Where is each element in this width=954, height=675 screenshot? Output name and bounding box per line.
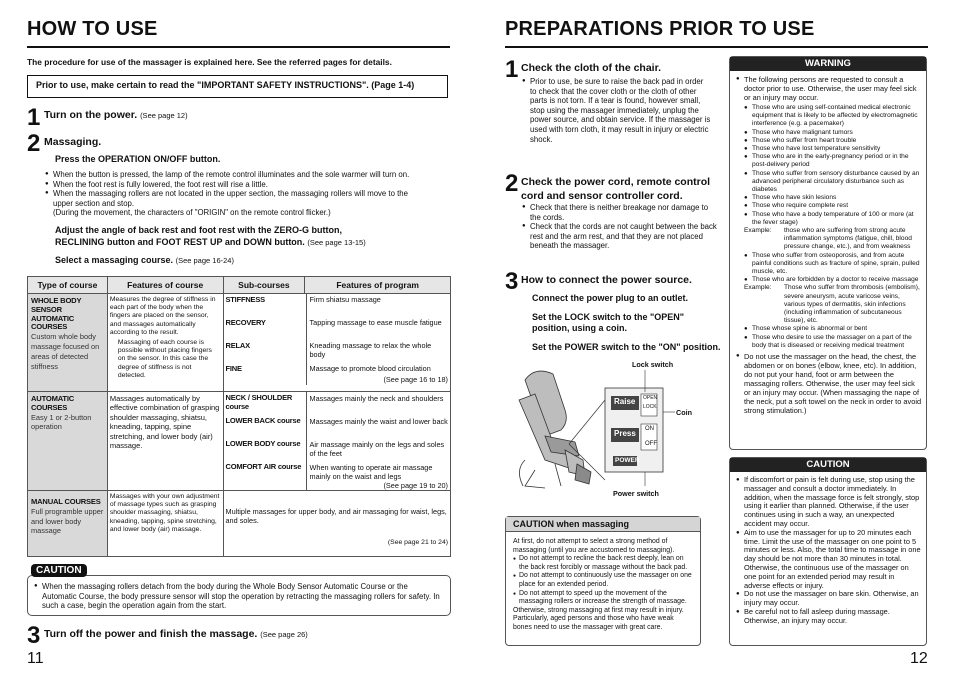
off-label: OFF [645, 441, 657, 447]
connect-plug: Connect the power plug to an outlet. [532, 293, 688, 303]
column-header: Features of program [305, 277, 451, 294]
caution-label: CAUTION [31, 564, 87, 577]
subcourse-name: RECOVERY [225, 318, 266, 327]
adjust-line-2: RECLINING button and FOOT REST UP and DOWN button. (See page 13-15) [55, 237, 366, 247]
warning-list [736, 104, 922, 350]
column-header: Features of course [107, 277, 223, 294]
step-2-title: Check the power cord, remote control cord and sensor controller cord. [521, 176, 711, 202]
bullet: ● Do not attempt to speed up the movement of the massaging rollers or increase the strength of massage. [513, 590, 694, 607]
program-feature: Tapping massage to ease muscle fatigue [309, 318, 442, 327]
warning-item: ● Those who suffer from heart trouble [744, 137, 922, 145]
step-2-number: 2 [27, 130, 41, 157]
course-type-cell: WHOLE BODY SENSOR AUTOMATIC COURSES Custom whole body massage focused on areas of detected stiffness [28, 294, 108, 392]
warning-item: ● Those who have lost temperature sensitivity [744, 145, 922, 153]
caution-text: ● When the massaging rollers detach from the body during the Whole Body Sensor Automatic Course or the Automatic Course, the body pressure sensor will stop the operation by retracting the massaging rollers for safety. In such a case, begin the operation again from the start. [34, 582, 444, 611]
warning-intro: ● The following persons are requested to consult a doctor prior to use. Otherwise, the user may feel sick or an injury may occur. [736, 75, 922, 102]
warning-item: ● Those who suffer from osteoporosis, and from acute painful conditions such as fracture of spine, sprain, pulled muscle, etc. [744, 252, 922, 277]
program-feature: Massages mainly the neck and shoulders [309, 394, 444, 403]
press-label: Press [614, 429, 636, 438]
page-ref: (See page 21 to 24) [387, 539, 448, 546]
page-ref: (See page 16 to 18) [383, 375, 448, 384]
caution-massaging-text: At first, do not attempt to select a strong method of massaging (until you are accustomed to massaging). ● Do not attempt to recline the back rest deeply, lean on the back rest forcibly or massage without the back pad. ● Do not attempt to continuously use the massager on one place for an extended period. ● Do not attempt to speed up the movement of the massaging rollers or increase the strength of massage. Otherwise, strong massaging at first may result in injury. Particularly, aged persons and those who have weak bones need to use the massager with great care. [506, 532, 700, 633]
page-ref: (See page 19 to 20) [383, 481, 448, 490]
subcourse-name: FINE [225, 364, 242, 373]
warning-item: ● Those who have malignant tumors [744, 129, 922, 137]
step-3-number: 3 [505, 268, 519, 295]
step-1-title: Check the cloth of the chair. [521, 62, 662, 74]
step-2-sub-operation: Press the OPERATION ON/OFF button. [55, 154, 221, 164]
warning-item: ● Those who require complete rest [744, 202, 922, 210]
column-header: Sub-courses [223, 277, 305, 294]
warning-final: ● Do not use the massager on the head, the chest, the abdomen or on bones (elbow, knee, etc). In addition, do not put your hand, foot or arm between the massaging rollers. Otherwise, the user may feel sick or an injury may occur. (When massaging the nape of the neck, put a soft towel on the neck in order to avoid strong stimulation.) [736, 352, 922, 415]
table-row [28, 392, 451, 491]
step-3-subs [532, 293, 722, 353]
course-table [27, 276, 451, 557]
subcourse-name: NECK / SHOULDER course [225, 393, 293, 411]
bullet: ● When the button is pressed, the lamp of the remote control illuminates and the sole warmer will turn on. [45, 170, 455, 180]
table-row [28, 294, 451, 392]
step-2-number: 2 [505, 170, 519, 197]
step-2-bullets [45, 170, 455, 218]
set-lock: Set the LOCK switch to the "OPEN" position, using a coin. [532, 312, 685, 333]
program-cell: Multiple massages for upper body, and air massaging for waist, legs, and soles. (See page 21 to 24) [223, 491, 451, 557]
program-feature: Massage to promote blood circulation [309, 364, 431, 373]
raise-label: Raise [614, 397, 636, 406]
step-1-ref: (See page 12) [140, 111, 188, 120]
program-feature: When wanting to operate air massage mainly on the waist and legs [309, 463, 433, 481]
power-switch-label: Power switch [613, 489, 659, 498]
step-3-title: Turn off the power and finish the massage. (See page 26) [44, 628, 308, 640]
program-feature: Kneading massage to relax the whole body [309, 341, 432, 359]
course-type-cell: AUTOMATIC COURSES Easy 1 or 2-button operation [28, 392, 108, 491]
caution-massaging-box [505, 516, 701, 646]
subcourse-name: LOWER BODY course [225, 439, 301, 448]
warning-title: WARNING [730, 57, 926, 71]
bullet: ● When the foot rest is fully lowered, the foot rest will rise a little. [45, 180, 455, 190]
step-1-number: 1 [27, 104, 41, 131]
bullet-continuation: upper section and stop. [53, 198, 135, 208]
warning-item: ● Those who have skin lesions [744, 194, 922, 202]
step-2-sub-select: Select a massaging course. (See page 16-24) [55, 255, 234, 265]
warning-item: ● Those whose spine is abnormal or bent [744, 325, 922, 333]
page-title: PREPARATIONS PRIOR TO USE [505, 18, 815, 40]
caution-item: ● If discomfort or pain is felt during use, stop using the massager and consult a doctor immediately. In addition, when the massage force is felt strongly, stop using it earlier than planned. Otherwise, if the user continues using in such a way, an unexpected accident may occur. [736, 476, 922, 529]
course-type-cell: MANUAL COURSES Full programble upper and lower body massage [28, 491, 108, 557]
lock-label: LOCK [643, 404, 657, 410]
caution-massaging-title: CAUTION when massaging [506, 517, 700, 532]
title-rule [505, 46, 928, 48]
course-features-cell: Massages with your own adjustment of massage types such as grasping shoulder massaging, shiatsu, kneading, tapping, spine stretching, and lower body (air) massage. [107, 491, 223, 557]
step-1-number: 1 [505, 56, 519, 83]
program-feature: Air massage mainly on the legs and soles of the feet [309, 440, 445, 458]
step-1-text: ● Prior to use, be sure to raise the back pad in order to check that the cover cloth or the cloth of other parts is not torn. If a tear is found, however small, stop using the massager immediately, unplug the power source, and obtain service. If the massager is used with torn cloth, it may result in injury or electric shock. [522, 77, 712, 144]
prior-notice: Prior to use, make certain to read the "IMPORTANT SAFETY INSTRUCTIONS". (Page 1-4) [27, 75, 448, 98]
subcourse-name: COMFORT AIR course [225, 462, 302, 471]
caution-item: ● Do not use the massager on bare skin. Otherwise, an injury may occur. [736, 590, 922, 608]
massage-chair-illustration [505, 360, 717, 500]
set-power: Set the POWER switch to the "ON" position. [532, 342, 721, 352]
subcourse-name: STIFFNESS [225, 295, 265, 304]
program-feature: Firm shiatsu massage [309, 295, 381, 304]
step-3-title: How to connect the power source. [521, 274, 692, 286]
caution-box [729, 457, 927, 646]
warning-item: ● Those who are forbidden by a doctor to receive massage [744, 276, 922, 284]
bullet: ● Check that the cords are not caught between the back rest and the arm rest, and that they are not placed beneath the massager. [522, 222, 717, 251]
step-2-title: Massaging. [44, 136, 102, 148]
warning-item: ● Those who are using self-contained medical electronic equipment that is likely to be affected by electromagnetic interference (e.g. a pacemaker) [744, 104, 922, 129]
title-rule [27, 46, 450, 48]
warning-item: ● Those who suffer from sensory disturbance caused by an advanced peripheral circulatory disturbance such as diabetes [744, 170, 922, 195]
table-header-row [28, 277, 451, 294]
step-3-number: 3 [27, 622, 41, 649]
coin-label: Coin [676, 408, 692, 417]
step-1-label: Turn on the power. [44, 109, 138, 121]
connection-figure [505, 360, 717, 500]
warning-item: ● Those who are in the early-pregnancy period or in the post-delivery period [744, 153, 922, 169]
warning-example: Example: those who are suffering from strong acute inflammation symptoms (fatigue, chill, blood pressure change, etc.), and from weakness [744, 227, 912, 251]
caution-title: CAUTION [730, 458, 926, 472]
warning-item: ● Those who desire to use the massager on a part of the body that is diseased or receiving medical treatment [744, 334, 922, 350]
right-page [477, 0, 954, 675]
open-label: OPEN [643, 395, 658, 401]
caution-item: ● Be careful not to fall asleep during massage. Otherwise, an injury may occur. [736, 608, 922, 626]
page-number: 12 [910, 650, 928, 667]
subcourse-group [223, 392, 451, 491]
step-2-bullets [522, 203, 717, 251]
course-features-cell: Measures the degree of stiffness in each part of the body when the fingers are placed on the sensor, and massages automatically according to the result. Massaging of each course is possible without placing fingers on the sensor. In this case the degree of stiffness is not detected. [107, 294, 223, 392]
bullet: ● Check that there is neither breakage nor damage to the cords. [522, 203, 717, 222]
course-features-cell: Massages automatically by effective combination of grasping shoulder massaging, shiatsu, kneading, tapping, spine stretching, and lower body (air) massage. [107, 392, 223, 491]
warning-box [729, 56, 927, 450]
subcourse-name: RELAX [225, 341, 250, 350]
bullet: ● Do not attempt to recline the back rest deeply, lean on the back rest forcibly or massage without the back pad. [513, 555, 694, 572]
bullet-continuation: (During the movement, the characters of "ORIGIN" on the remote control flicker.) [53, 208, 331, 218]
column-header: Type of course [28, 277, 108, 294]
warning-item: ● Those who have a body temperature of 100 or more (at the fever stage) [744, 211, 922, 227]
bullet: ● Do not attempt to continuously use the massager on one place for an extended period. [513, 572, 694, 589]
table-row [28, 491, 451, 557]
step-1-title [44, 109, 188, 121]
intro-text: The procedure for use of the massager is explained here. See the referred pages for details. [27, 57, 392, 67]
program-feature: Massages mainly the waist and lower back [309, 417, 448, 426]
warning-example: Example: Those who suffer from thrombosis (embolism), severe aneurysm, acute varicose veins, various types of dermatitis, skin infections (including inflammation of subcutaneous tissue), etc. [744, 284, 920, 325]
bullet: ● When the massaging rollers are not located in the upper section, the massaging rollers will move to the [45, 189, 455, 199]
adjust-line-1: Adjust the angle of back rest and foot rest with the ZERO-G button, [55, 225, 343, 235]
caution-box [27, 575, 451, 616]
step-2-sub-adjust [55, 224, 366, 249]
lock-switch-label: Lock switch [632, 360, 674, 369]
page-number: 11 [27, 650, 44, 667]
page-title: HOW TO USE [27, 18, 158, 40]
on-label: ON [645, 426, 654, 432]
subcourse-group [223, 294, 451, 392]
subcourse-name: LOWER BACK course [225, 416, 301, 425]
power-label: POWER [615, 457, 640, 464]
caution-item: ● Aim to use the massager for up to 20 minutes each time. Limit the use of the massager on one point to 5 minutes or less. Also, the total time to massage in one day should be not more than 30 minutes in total. Otherwise, the continuous use of the massager on one point for an extended period may result in adverse effects or injury. [736, 529, 922, 591]
